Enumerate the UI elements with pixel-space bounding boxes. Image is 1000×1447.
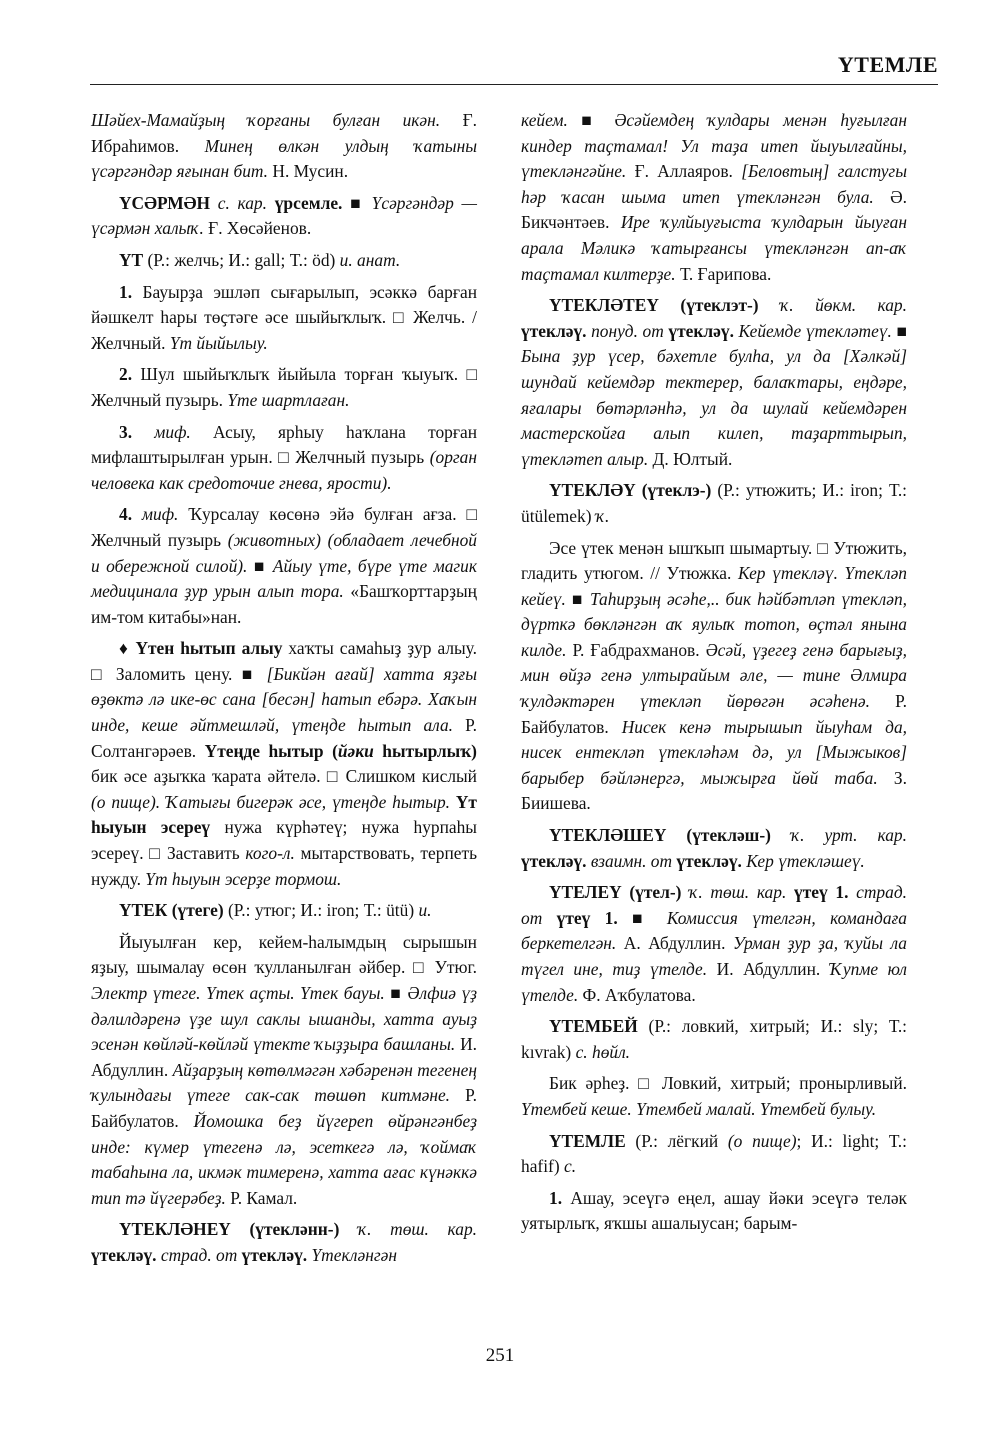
dictionary-entry: ҮТЕМБЕЙ (Р.: ловкий, хитрый; И.: sly; Т.: kıvrak) с. һөйл. — [521, 1016, 907, 1062]
dictionary-entry: ҮТЕКЛӘҮ (үтеклэ-) (Р.: утюжить; И.: iron; Т.: ütülemek) ҡ. — [521, 480, 908, 526]
dictionary-entry: ҮТЕКЛӘШЕҮ (үтекләш-) ҡ. урт. кар. үтекләү. взаимн. от үтекләү. Кер үтекләшеү. — [521, 825, 907, 871]
page-header — [90, 48, 938, 85]
entry-paragraph: 1. Бауырҙа эшләп сығарылып, эсәккә барған йәшкелт һары төҫтәге әсе шыйыҡлыҡ. □ Желчь. / Желчный. Үт йыйылыу. — [91, 281, 477, 353]
right-column — [521, 108, 907, 1243]
dictionary-entry: ҮТЕК (үтеге) (Р.: утюг; И.: iron; Т.: ütü) и. — [119, 900, 432, 921]
dictionary-entry: ҮСӘРМӘН с. кар. үрсемле. ■ Үсәргәндәр — үсәрмән халыҡ. Ғ. Хөсәйенов. — [91, 192, 477, 239]
entry-paragraph: ♦ Үтен һытып алыу хаҡты самаһыҙ ҙур алыу. □ Заломить цену. ■ [Бикйән ағай] хатта яҙғы өҙөктә лә ике-өс сана [бесән] һатып ебәрә. Хаҡын инде, кеше әйтмешләй, үтеңде һытып ала. Р. Солтангәрәев. Үтеңде һытыр (йәки һытырлыҡ) бик әсе аҙыҡка ҡарата әйтелә. □ Слишком кислый (о пище). Ҡатығы бигерәк әсе, үтеңде һытыр. Үт һыуын эсереү нужа күрһәтеү; нужа һурпаһы эсереү. □ Заставить кого-л. мытарствовать, терпеть нужду. Үт һыуын эсерҙе тормош. — [91, 638, 477, 889]
entry-paragraph: Эсе үтек менән ышҡып шымартыу. □ Утюжить, гладить утюгом. // Утюжка. Кер үтекләү. Үтекләп кейеү. ■ Таһирҙың әсәһе,.. бик һәйбәтләп үтекләп, дүрткә бөкләнгән аҡ яулыҡ тотоп, өҫтәл янына килде. Р. Ғабдрахманов. Әсәй, үҙегеҙ генә барығыҙ, мин өйҙә генә ултырайым әле, — тине Әлмира ҡулдәктәрен үтекләп йөрөгән әсәһенә. Р. Байбулатов. Нисек кенә тырышып йыуһам да, нисек ентекләп үтекләһәм дә, ул [Мыжыков] барыбер бәйләнергә, мыжырға йөй таба. З. Биишева. — [521, 537, 907, 814]
dictionary-entry: ҮТЕКЛӘТЕҮ (үтеклэт-) ҡ. йөкм. кар. үтекләү. понуд. от үтекләү. Кейемде үтекләтеү. ■ Бына ҙур үсер, бәхетле булһа, ул да [Хәлкәй] шундай кейемдәр тектерер, балаҡтары, еңдәре, яғалары бөтәрләнһә, ул да шулай кейемдәрен мастерскойға алып килеп, таҙарттырып, үтекләтеп алыр. Д. Юлтый. — [521, 295, 907, 469]
entry-paragraph: 1. Ашау, эсеүгә еңел, ашау йәки эсеүгә теләк уятырлыҡ, яҡшы ашалыусан; барым- — [521, 1187, 907, 1234]
entry-paragraph: кейем. ■ Әсәйемдең ҡулдары менән һуғылған киндер таҫтамал! Ул таҙа итеп йыуылғайны, үтекләнгәйне. Ғ. Аллаяров. [Беловтың] галстугы һәр ҡасан шыма итеп үтекләнгән була. Ә. Бикчәнтәев. Ире ҡулйыуғыста ҡулдарын йыуған арала Мәликә ҡатырғансы үтекләнгән ап-аҡ таҫтамал килтерҙе. Т. Ғарипова. — [521, 110, 908, 284]
left-column — [91, 108, 477, 1275]
entry-paragraph: 3. миф. Асыу, ярһыу һаҡлана торған мифлаштырылған урын. □ Желчный пузырь (орган человека как средоточие гнева, ярости). — [91, 421, 477, 493]
entry-paragraph: 4. миф. Ҡурсалау көсөнә эйә булған ағза. □ Желчный пузырь (животных) (обладает лечебной и обережной силой). ■ Айыу үте, бүре үте магик медицинала ҙур урын алып тора. «Башҡорттарҙың им-том китабы»нан. — [91, 504, 478, 627]
dictionary-entry: ҮТЕКЛӘНЕҮ (үтекләнн-) ҡ. төш. кар. үтекләү. страд. от үтекләү. Үтекләнгән — [91, 1219, 477, 1265]
entry-paragraph: 2. Шул шыйыҡлыҡ йыйыла торған ҡыуыҡ. □ Желчный пузырь. Үте шартлаған. — [91, 364, 477, 410]
page-number: 251 — [485, 1345, 515, 1366]
dictionary-entry: ҮТЕМЛЕ (Р.: лёгкий (о пище); И.: light; Т.: hafif) с. — [521, 1130, 907, 1177]
entry-paragraph: Йыуылған кер, кейем-һалымдың сырышын яҙыу, шымалау өсөн ҡулланылған әйбер. □ Утюг. Электр үтеге. Үтек аҫты. Үтек бауы. ■ Әлфиә үҙ дәлилдәренә үҙе шул саклы ышанды, хатта ауыҙ эсенән көйләй-көйләй үтекте ҡыҙҙыра башланы. И. Абдуллин. Айҙарҙың көтөлмәгән хәбәренән тегенең ҡулындағы үтеге сак-сак төшөп китмәне. Р. Байбулатов. Йомошка беҙ йүгереп өйрәнгәнбеҙ инде: күмер үтегенә лә, эсеткегә лә, ҡоймаҡ табаһына ла, икмәк тимеренә, хатта ағас күнәккә тип тә йүгерәбеҙ. Р. Камал. — [91, 931, 477, 1208]
entry-paragraph: Бик әрһеҙ. □ Ловкий, хитрый; пронырливый. Үтембей кеше. Үтембей малай. Үтембей булыу. — [521, 1073, 907, 1119]
dictionary-entry: ҮТ (Р.: желчь; И.: gall; Т.: öd) и. анат. — [119, 249, 401, 270]
dictionary-entry: ҮТЕЛЕҮ (үтел-) ҡ. төш. кар. үтеү 1. страд. от үтеү 1. ■ Комиссия үтелгән, командаға беркетелгән. А. Абдуллин. Урман ҙур ҙа, ҡуйы ла түгел ине, тиҙ үтелде. И. Абдуллин. Ҡупме юл үтелде. Ф. Аҡбулатова. — [521, 882, 908, 1005]
entry-paragraph: Шәйех-Мамайҙың ҡорғаны булған икән. Ғ. Ибраһимов. Минең өлкән улдың ҡатыны үсәргәндәр яғынан бит. Н. Мусин. — [91, 110, 478, 182]
running-head: ҮТЕМЛЕ — [837, 52, 938, 77]
